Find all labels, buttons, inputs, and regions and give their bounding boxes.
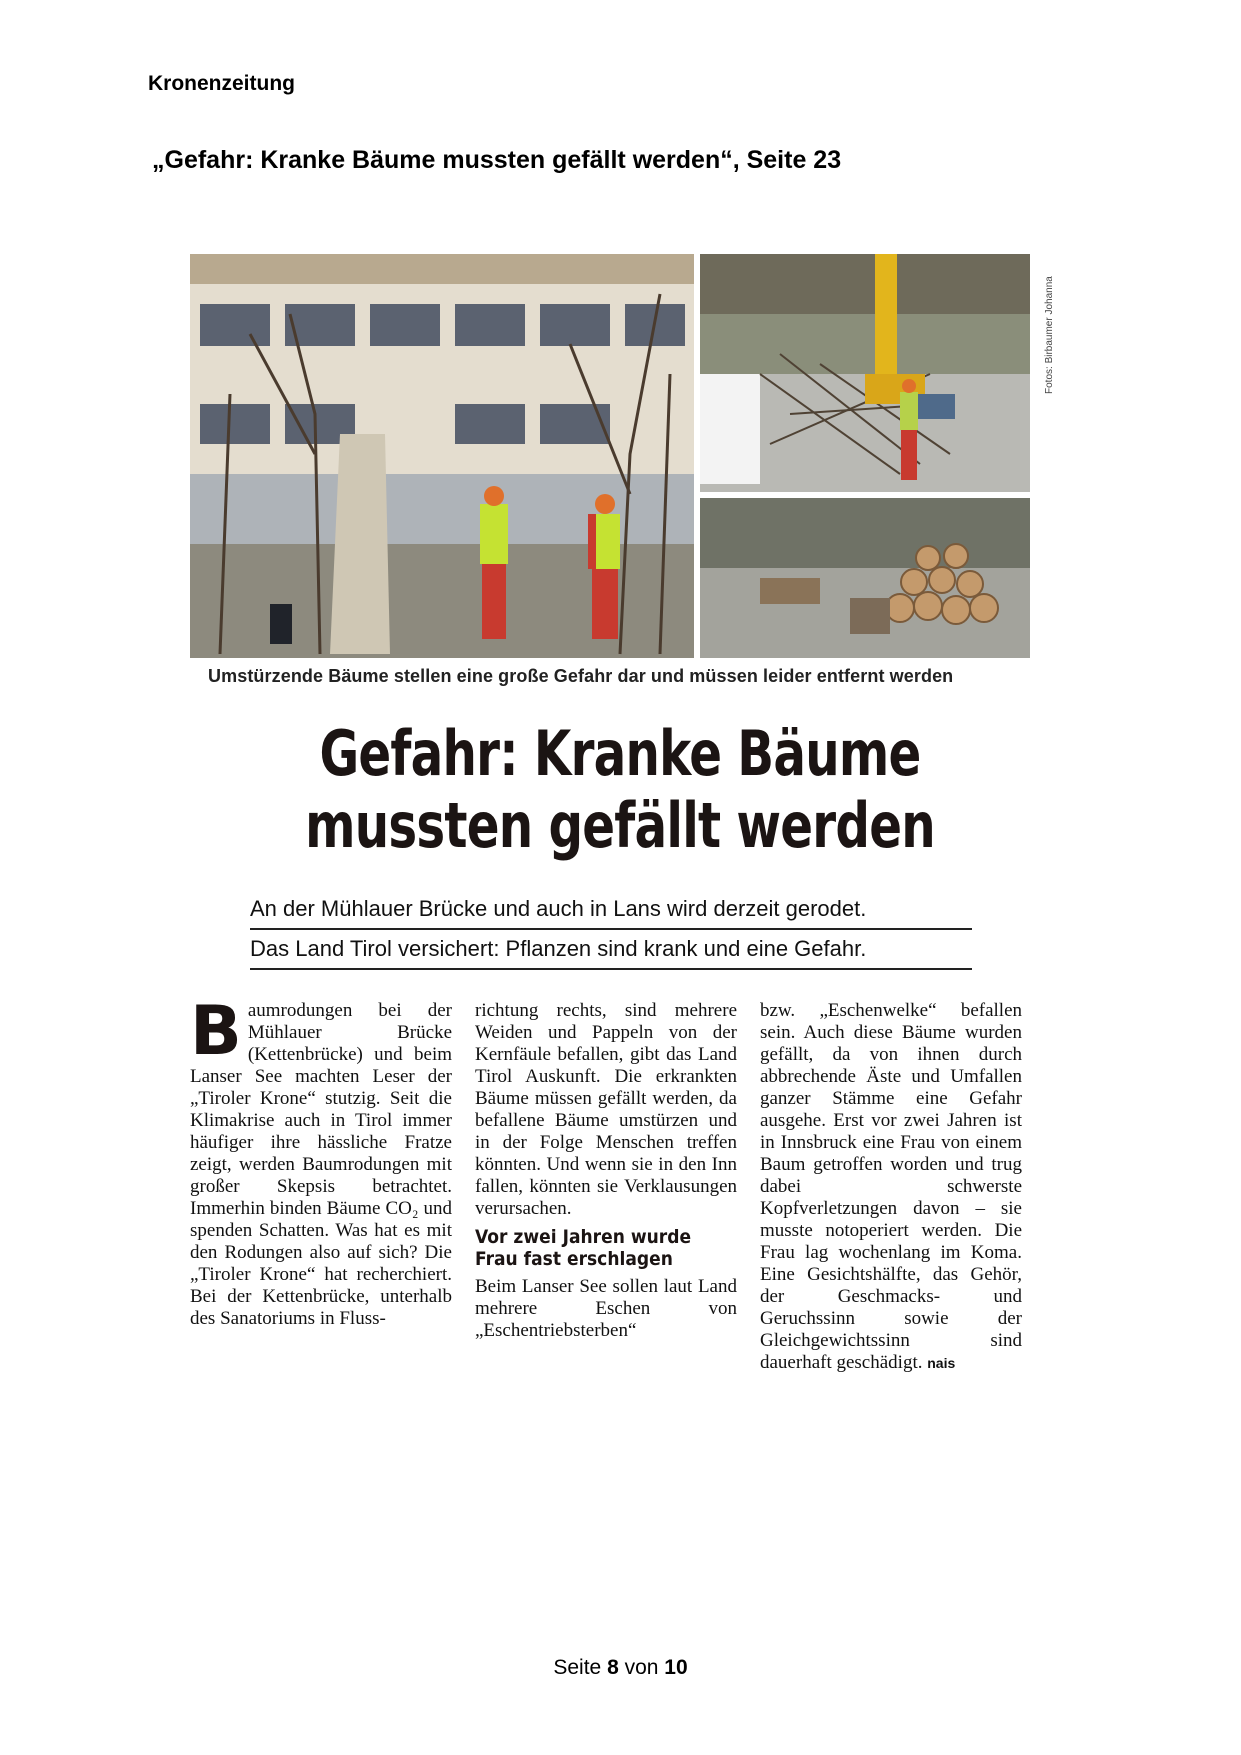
page-footer	[0, 1656, 1241, 1680]
subheadline-2: Das Land Tirol versichert: Pflanzen sind krank und eine Gefahr.	[250, 936, 972, 970]
footer-total-pages: 10	[664, 1656, 688, 1679]
article-column-3	[760, 1000, 1022, 1374]
photo-collage	[190, 254, 1030, 658]
headline-line-2: mussten gefällt werden	[305, 789, 935, 862]
column-1-text: aumrodungen bei der Mühlauer Brücke (Kettenbrücke) und beim Lanser See machten Leser der „Tiroler Krone“ stutzig. Seit die Klimakrise auch in Tirol immer häufiger ihre hässliche Fratze zeigt, werden Baumrodungen mit großer Skepsis betrachtet. Immerhin binden Bäume CO₂ und spenden Schatten. Was hat es mit den Rodungen also auf sich? Die „Tiroler Krone“ hat recherchiert. Bei der Kettenbrücke, unterhalb des Sanatoriums in Fluss-	[190, 1000, 452, 1329]
headline-line-1: Gefahr: Kranke Bäume	[319, 717, 921, 790]
article-column-1	[190, 992, 452, 1330]
article-headline	[292, 718, 947, 862]
article-interheadline: Vor zwei Jahren wurde Frau fast erschlagen	[475, 1226, 692, 1270]
drop-cap: B	[190, 992, 242, 1071]
publisher-name: Kronenzeitung	[148, 72, 295, 95]
footer-prefix: Seite	[553, 1656, 602, 1679]
subheadline-1: An der Mühlauer Brücke und auch in Lans wird derzeit gerodet.	[250, 896, 972, 930]
column-2-text-b: Beim Lanser See sollen laut Land mehrere Eschen von „Eschentriebsterben“	[475, 1276, 737, 1341]
author-signature: nais	[927, 1355, 956, 1371]
photo-caption: Umstürzende Bäume stellen eine große Gefahr dar und müssen leider entfernt werden	[208, 666, 954, 686]
article-column-2	[475, 1000, 737, 1342]
photo-crane-branches	[700, 254, 1030, 492]
column-3-text: bzw. „Eschenwelke“ befallen sein. Auch diese Bäume wurden gefällt, da von ihnen durch abbrechende Äste und Umfallen ganzer Stämme eine Gefahr ausgehe. Erst vor zwei Jahren ist in Innsbruck eine Frau von einem Baum getroffen worden und trug dabei schwerste Kopfverletzungen davon – sie musste notoperiert werden. Die Frau lag wochenlang im Koma. Eine Gesichtshälfte, das Gehör, der Geschmacks- und Geruchssinn sowie der Gleichgewichtssinn sind dauerhaft geschädigt.	[760, 1000, 1022, 1373]
photo-log-pile	[700, 498, 1030, 658]
document-title: „Gefahr: Kranke Bäume mussten gefällt werden“, Seite 23	[152, 146, 842, 174]
column-2-text-a: richtung rechts, sind mehrere Weiden und Pappeln von der Kernfäule befallen, gibt das Land Tirol Auskunft. Die erkrankten Bäume müssen gefällt werden, da befallene Bäume umstürzen und in der Folge Menschen treffen könnten. Und wenn sie in den Inn fallen, könnten sie Verklausungen verursachen.	[475, 1000, 737, 1219]
photo-tree-felling-workers	[190, 254, 694, 658]
footer-middle: von	[624, 1656, 659, 1679]
photo-credit: Fotos: Birbaumer Johanna	[1044, 276, 1055, 394]
footer-page-number: 8	[607, 1656, 619, 1679]
